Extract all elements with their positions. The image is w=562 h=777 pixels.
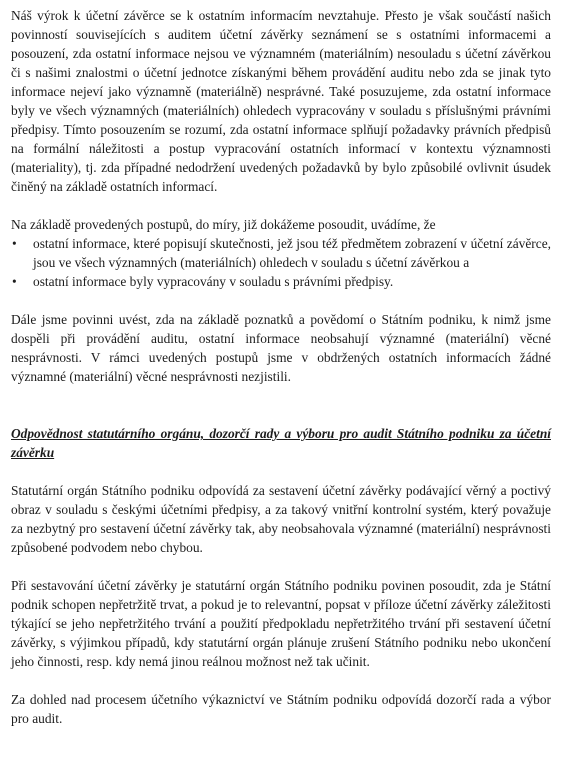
- spacer: [11, 671, 551, 690]
- list-item-text: ostatní informace byly vypracovány v souladu s právními předpisy.: [33, 274, 394, 289]
- spacer: [11, 557, 551, 576]
- spacer: [11, 462, 551, 481]
- bullet-icon: •: [12, 236, 17, 251]
- paragraph-procedures-intro: Na základě provedených postupů, do míry, již dokážeme posoudit, uvádíme, že: [11, 217, 436, 232]
- section-heading: Odpovědnost statutárního orgánu, dozorčí rady a výboru pro audit Státního podniku za účetní závěrku: [11, 426, 551, 460]
- spacer: [11, 386, 551, 405]
- conclusions-list: [11, 234, 551, 291]
- list-item: [11, 272, 551, 291]
- paragraph-going-concern: Při sestavování účetní závěrky je statutární orgán Státního podniku povinen posoudit, zda je Státní podnik schopen nepřetržitě trvat, a pokud je to relevantní, popsat v příloze účetní závěrky záležitosti týkající se jeho nepřetržitého trvání a použití předpokladu nepřetržitého trvání při sestavení účetní závěrky, s výjimkou případů, kdy statutární orgán plánuje zrušení Státního podniku nebo ukončení jeho činnosti, resp. kdy nemá jinou reálnou možnost než tak učinit.: [11, 578, 551, 669]
- document-page: [11, 6, 551, 728]
- spacer: [11, 291, 551, 310]
- list-item-text: ostatní informace, které popisují skutečnosti, jež jsou též předmětem zobrazení v účetní závěrce, jsou ve všech významných (materiálních) ohledech v souladu s účetní závěrkou a: [33, 236, 551, 270]
- paragraph-statutory-body-responsibility: Statutární orgán Státního podniku odpovídá za sestavení účetní závěrky podávající věrný a poctivý obraz v souladu s českými účetními předpisy, a za takový vnitřní kontrolní systém, který považuje za nezbytný pro sestavení účetní závěrky tak, aby neobsahovala významné (materiální) nesprávnosti způsobené podvodem nebo chybou.: [11, 483, 551, 555]
- spacer: [11, 196, 551, 215]
- spacer: [11, 405, 551, 424]
- list-item: [11, 234, 551, 272]
- bullet-icon: •: [12, 274, 17, 289]
- paragraph-material-misstatements: Dále jsme povinni uvést, zda na základě poznatků a povědomí o Státním podniku, k nimž jsme dospěli při provádění auditu, ostatní informace neobsahují významné (materiální) věcné nesprávnosti. V rámci uvedených postupů jsme v obdržených ostatních informacích žádné významné (materiální) věcné nesprávnosti nezjistili.: [11, 312, 551, 384]
- paragraph-other-information-scope: Náš výrok k účetní závěrce se k ostatním informacím nevztahuje. Přesto je však součástí našich povinností souvisejících s auditem účetní závěrky seznámení se s ostatními informacemi a posouzení, zda ostatní informace nejsou ve významném (materiálním) nesouladu s účetní závěrkou či s našimi znalostmi o účetní jednotce získanými během provádění auditu nebo zda se jinak tyto informace nejeví jako významně (materiálně) nesprávné. Také posuzujeme, zda ostatní informace byly ve všech významných (materiálních) ohledech vypracovány v souladu s příslušnými právními předpisy. Tímto posouzením se rozumí, zda ostatní informace splňují požadavky právních předpisů na formální náležitosti a postup vypracování ostatních informací v kontextu významnosti (materiality), tj. zda případné nedodržení uvedených požadavků by bylo způsobilé ovlivnit úsudek činěný na základě ostatních informací.: [11, 8, 551, 194]
- paragraph-oversight: Za dohled nad procesem účetního výkaznictví ve Státním podniku odpovídá dozorčí rada a výbor pro audit.: [11, 692, 551, 726]
